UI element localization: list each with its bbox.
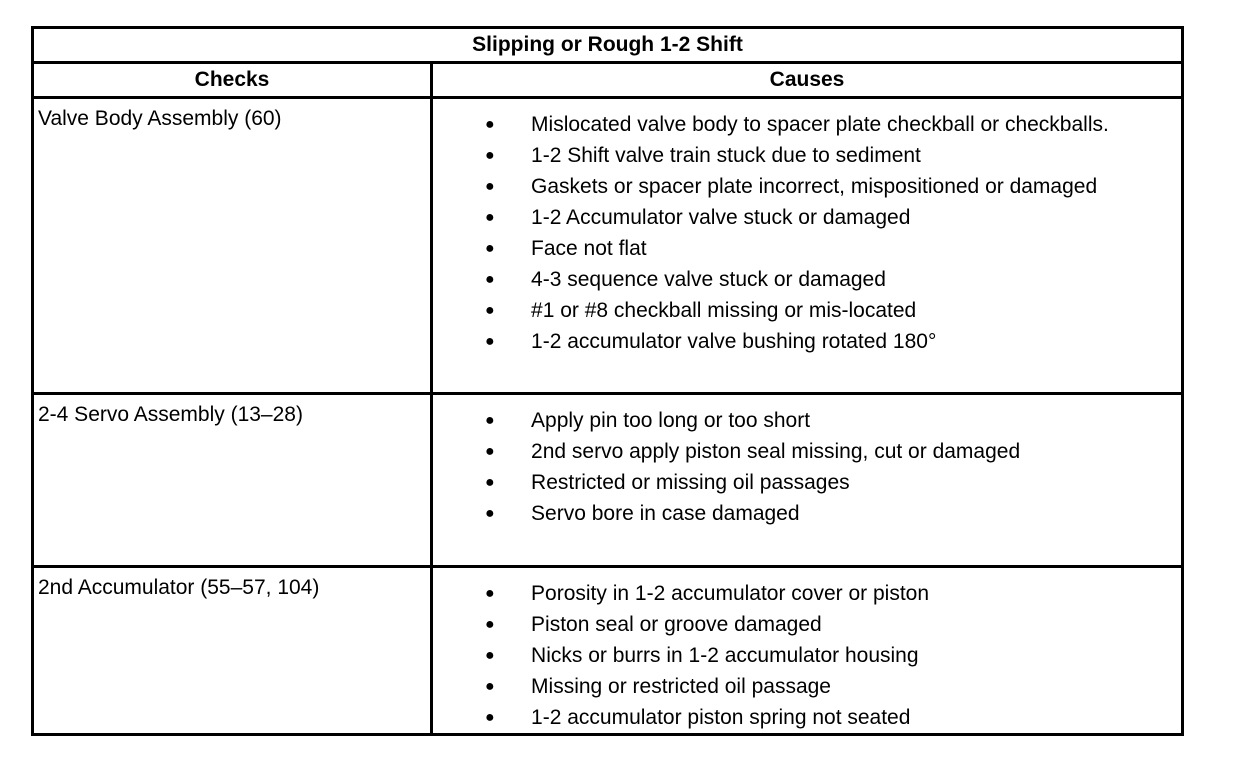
- cause-text: 1-2 accumulator piston spring not seated: [531, 706, 911, 729]
- bullet-icon: ●: [485, 240, 495, 257]
- list-item: [433, 171, 1181, 202]
- cause-list: [433, 405, 1181, 529]
- cause-text: Missing or restricted oil passage: [531, 675, 831, 698]
- bullet-icon: ●: [485, 709, 495, 726]
- bullet-icon: ●: [485, 302, 495, 319]
- list-item: [433, 109, 1181, 140]
- list-item: [433, 233, 1181, 264]
- bullet-icon: ●: [485, 678, 495, 695]
- bullet-icon: ●: [485, 474, 495, 491]
- bullet-icon: ●: [485, 271, 495, 288]
- causes-cell: [432, 567, 1183, 735]
- check-cell: Valve Body Assembly (60): [33, 98, 432, 394]
- cause-text: #1 or #8 checkball missing or mis-located: [531, 299, 917, 322]
- table-title: Slipping or Rough 1-2 Shift: [33, 28, 1183, 63]
- cause-text: Piston seal or groove damaged: [531, 613, 822, 636]
- cause-text: 1-2 accumulator valve bushing rotated 180°: [531, 330, 937, 353]
- check-cell: 2nd Accumulator (55–57, 104): [33, 567, 432, 735]
- list-item: [433, 640, 1181, 671]
- list-item: [433, 609, 1181, 640]
- bullet-icon: ●: [485, 147, 495, 164]
- list-item: [433, 140, 1181, 171]
- cause-text: Restricted or missing oil passages: [531, 471, 850, 494]
- table-row: [33, 98, 1183, 394]
- list-item: [433, 202, 1181, 233]
- cause-list: [433, 109, 1181, 357]
- list-item: [433, 264, 1181, 295]
- bullet-icon: ●: [485, 505, 495, 522]
- list-item: [433, 671, 1181, 702]
- cause-text: Gaskets or spacer plate incorrect, mispositioned or damaged: [531, 175, 1098, 198]
- bullet-icon: ●: [485, 443, 495, 460]
- causes-cell: [432, 98, 1183, 394]
- title-row: [33, 28, 1183, 63]
- cause-text: Mislocated valve body to spacer plate checkball or checkballs.: [531, 113, 1109, 136]
- bullet-icon: ●: [485, 616, 495, 633]
- bullet-icon: ●: [485, 647, 495, 664]
- table-row: [33, 567, 1183, 735]
- causes-header: Causes: [432, 63, 1183, 98]
- bullet-icon: ●: [485, 116, 495, 133]
- cause-text: 1-2 Shift valve train stuck due to sediment: [531, 144, 921, 167]
- table-row: [33, 394, 1183, 567]
- cause-text: Porosity in 1-2 accumulator cover or piston: [531, 582, 930, 605]
- cause-text: Apply pin too long or too short: [531, 409, 811, 432]
- cause-text: Servo bore in case damaged: [531, 502, 800, 525]
- cause-text: 4-3 sequence valve stuck or damaged: [531, 268, 886, 291]
- bullet-icon: ●: [485, 209, 495, 226]
- check-cell: 2-4 Servo Assembly (13–28): [33, 394, 432, 567]
- list-item: [433, 578, 1181, 609]
- list-item: [433, 498, 1181, 529]
- checks-header: Checks: [33, 63, 432, 98]
- list-item: [433, 326, 1181, 357]
- list-item: [433, 467, 1181, 498]
- diagnostic-table: [31, 26, 1184, 736]
- header-row: [33, 63, 1183, 98]
- bullet-icon: ●: [485, 412, 495, 429]
- bullet-icon: ●: [485, 585, 495, 602]
- list-item: [433, 702, 1181, 733]
- list-item: [433, 295, 1181, 326]
- cause-text: 2nd servo apply piston seal missing, cut or damaged: [531, 440, 1021, 463]
- bullet-icon: ●: [485, 333, 495, 350]
- list-item: [433, 405, 1181, 436]
- cause-text: Nicks or burrs in 1-2 accumulator housing: [531, 644, 919, 667]
- bullet-icon: ●: [485, 178, 495, 195]
- cause-text: 1-2 Accumulator valve stuck or damaged: [531, 206, 911, 229]
- cause-text: Face not flat: [531, 237, 647, 260]
- cause-list: [433, 578, 1181, 733]
- causes-cell: [432, 394, 1183, 567]
- list-item: [433, 436, 1181, 467]
